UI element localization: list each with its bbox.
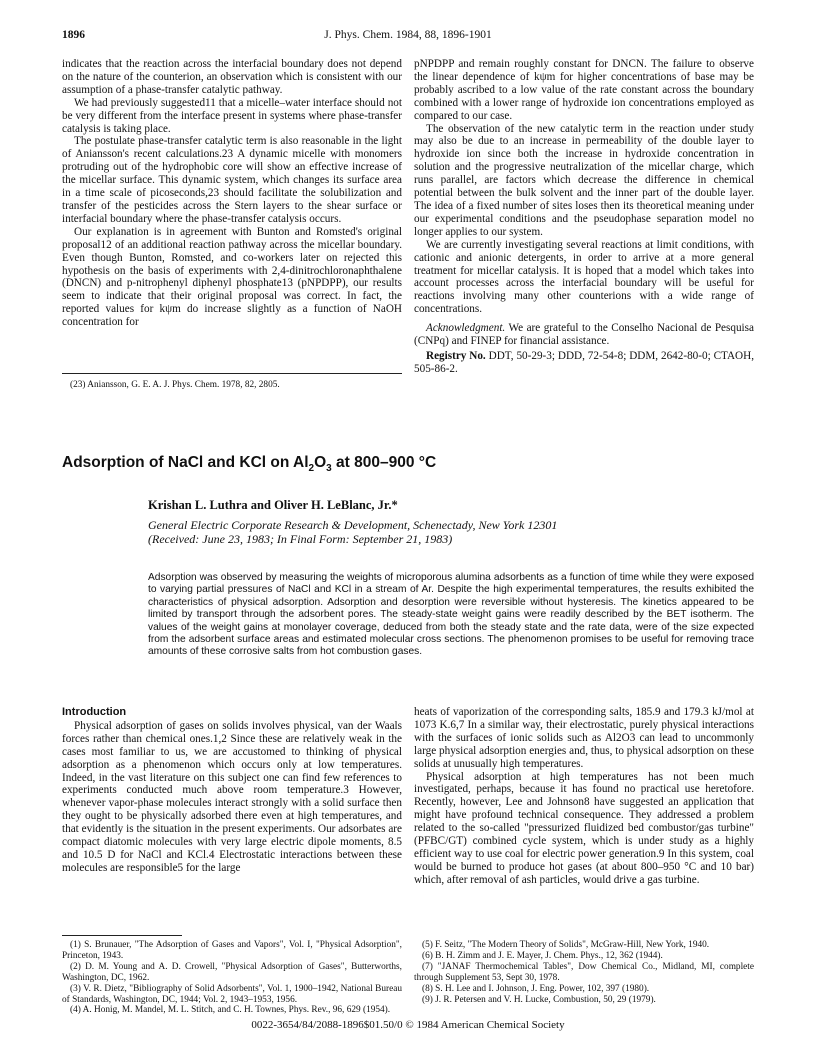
paragraph: heats of vaporization of the corresponding salts, 185.9 and 179.3 kJ/mol at 1073 K.6,7 In a similar way, their electrostatic, purely physical interactions with the surfaces of ionic solids such as Al2O3 can lead to uncommonly large physical adsorption energies and, thus, to physical adsorption on these solids at unusually high temperatures. [414,706,754,770]
footnote: (5) F. Seitz, "The Modern Theory of Solids", McGraw-Hill, New York, 1940. [422,940,710,950]
received-dates: (Received: June 23, 1983; In Final Form: September 21, 1983) [148,532,453,546]
journal-header: J. Phys. Chem. 1984, 88, 1896-1901 [324,29,492,41]
paragraph: indicates that the reaction across the interfacial boundary does not depend on the nature of the counterion, an observation which is consistent with our assumption of a phase-transfer catalytic pathway. [62,58,402,96]
prev-article-right-column [414,58,754,376]
footnote: (2) D. M. Young and A. D. Crowell, "Physical Adsorption of Gases", Butterworths, Washington, DC, 1962. [62,961,402,983]
paragraph: We are currently investigating several reactions at limit conditions, with cationic and anionic detergents, in order to arrive at a more general treatment for micellar catalysis. It is hoped that a model which takes into account processes across the interfacial boundary will be useful for reactions involving many other counterions with a wide range of concentrations. [414,238,754,316]
registry-text: DDT, 50-29-3; DDD, 72-54-8; DDM, 2642-80-0; CTAOH, 505-86-2. [414,349,754,375]
acknowledgment-text: We are grateful to the Conselho Nacional de Pesquisa (CNPq) and FINEP for financial assistance. [414,322,754,348]
registry-numbers [414,350,754,376]
footnote: (9) J. R. Petersen and V. H. Lucke, Combustion, 50, 29 (1979). [422,994,656,1005]
footnote: (23) Aniansson, G. E. A. J. Phys. Chem. 1978, 82, 2805. [70,380,280,390]
paragraph: pNPDPP and remain roughly constant for DNCN. The failure to observe the linear dependence of kψm for higher concentrations of base may be probably ascribed to a low value of the rate constant across the boundary combined with a lower range of hydroxide ion concentrations employed as compared to our case. [414,58,754,122]
paragraph: Physical adsorption at high temperatures has not been much investigated, perhaps, because it has found no practical use heretofore. Recently, however, Lee and Johnson8 have suggested an application that might have profound technical consequence. They addressed a problem related to the so-called "pressurized fluidized bed combustor/gas turbine" (PFBC/GT) combined cycle system, which is under study as a highly efficient way to use coal for electric power generation.9 In this system, coal would be burned to produce hot gases (at about 800–950 °C and 10 bar) which, after removal of ash particles, would drive a gas turbine. [414,770,754,886]
article-left-footnotes [62,940,402,1016]
footnote: (7) "JANAF Thermochemical Tables", Dow Chemical Co., Midland, MI, complete through Supplement 53, Sept 30, 1978. [414,961,754,983]
paragraph: Our explanation is in agreement with Bunton and Romsted's original proposal12 of an additional reaction pathway across the micellar boundary. Even though Bunton, Romsted, and co-workers later on rejected this hypothesis on the basis of experiments with 2,4-dinitrochloronaphthalene (DNCN) and p-nitrophenyl diphenyl phosphate13 (pNPDPP), our results seem to indicate that their original proposal was correct. In fact, the reported values for kψm do increase slightly as a function of NaOH concentration for [62,225,402,329]
section-heading-introduction: Introduction [62,706,127,718]
paragraph: The postulate phase-transfer catalytic term is also reasonable in the light of Aniansson's recent calculations.23 A dynamic micelle with monomers protruding out of the hydrophobic core will show an effective increase of the micellar surface. This dynamic system, which changes its surface area in a time scale of picoseconds,23 should facilitate the solubilization and transfer of the pesticides across the Stern layers to the shear surface or interfacial boundary where the phase-transfer catalysis occurs. [62,135,402,225]
paragraph: The observation of the new catalytic term in the reaction under study may also be due to an increase in permeability of the double layer to hydroxide ion since both the increase in hydroxide concentration in solution and the progressive neutralization of the micellar charge, which runs parallel, are factors which decrease the difference in chemical potential between the bulk solvent and the inner part of the double layer. The idea of a fixed number of sites loses then its theoretical meaning under our experimental conditions and the pseudophase separation model no longer applies to our system. [414,122,754,238]
registry-label: Registry No. [426,349,486,362]
footnote: (4) A. Honig, M. Mandel, M. L. Stitch, and C. H. Townes, Phys. Rev., 96, 629 (1954). [70,1005,391,1016]
prev-article-footnote [62,380,402,391]
footnote: (1) S. Brunauer, "The Adsorption of Gases and Vapors", Vol. I, "Physical Adsorption", Princeton, 1943. [62,940,402,961]
page-footer: 0022-3654/84/2088-1896$01.50/0 © 1984 American Chemical Society [251,1019,565,1031]
acknowledgment-label: Acknowledgment. [426,322,506,335]
paragraph: Physical adsorption of gases on solids involves physical, van der Waals forces rather than chemical ones.1,2 Since these are relatively weak in the cases most familiar to us, we are accustomed to thinking of physical adsorption as a phenomenon which occurs only at low temperatures. Indeed, in the vast literature on this subject one can find few references to experiments conducted much above room temperature.3 However, whenever vapor-phase molecules interact strongly with a solid surface then they ought to be physically adsorbed there even at high temperatures, and that evidently is the situation in the present experiments. Our adsorbates are compact diatomic molecules with very large electric dipole moments, 8.5 and 10.5 D for NaCl and KCl.4 Electrostatic interactions between these molecules are responsible5 for the large [62,719,402,874]
article-title: Adsorption of NaCl and KCl on $Al_2O_3$ at 800–900 °C [62,454,437,475]
affiliation-block [148,518,708,546]
footnote-rule [62,373,402,374]
article-right-footnotes [414,940,754,1005]
footnote: (3) V. R. Dietz, "Bibliography of Solid Adsorbents", Vol. 1, 1900–1942, National Bureau of Standards, Washington, DC, 1944; Vol. 2, 1943–1953, 1956. [62,983,402,1005]
footnote-rule [62,935,182,936]
page-number: 1896 [62,29,85,41]
article-right-column [414,706,754,887]
acknowledgment [414,322,754,348]
authors: Krishan L. Luthra and Oliver H. LeBlanc, Jr.* [148,498,398,512]
affiliation: General Electric Corporate Research & Development, Schenectady, New York 12301 [148,518,558,532]
prev-article-left-column [62,58,402,329]
abstract: Adsorption was observed by measuring the weights of microporous alumina adsorbents as a function of time while they were exposed to varying partial pressures of NaCl and KCl in a stream of Ar. Despite the high experimental temperatures, the results exhibited the characteristics of physical adsorption. Adsorption and desorption were reversible without hysteresis. The kinetics appeared to be limited by transport through the adsorbent pores. The steady-state weight gains were readily described by the BET isotherm. The values of the weight gains at monolayer coverage, deduced from both the steady state and the rate data, were of the size expected from the adsorbent surface areas and estimated molecular cross sections. The phenomenon promises to be useful for removing trace amounts of these corrosive salts from hot combustion gases. [148,572,754,658]
footnote: (8) S. H. Lee and I. Johnson, J. Eng. Power, 102, 397 (1980). [422,983,650,994]
footnote: (6) B. H. Zimm and J. E. Mayer, J. Chem. Phys., 12, 362 (1944). [422,950,663,961]
paragraph: We had previously suggested11 that a micelle–water interface should not be very different from the interface present in systems where phase-transfer catalysis is taking place. [62,96,402,135]
article-left-column [62,706,402,875]
